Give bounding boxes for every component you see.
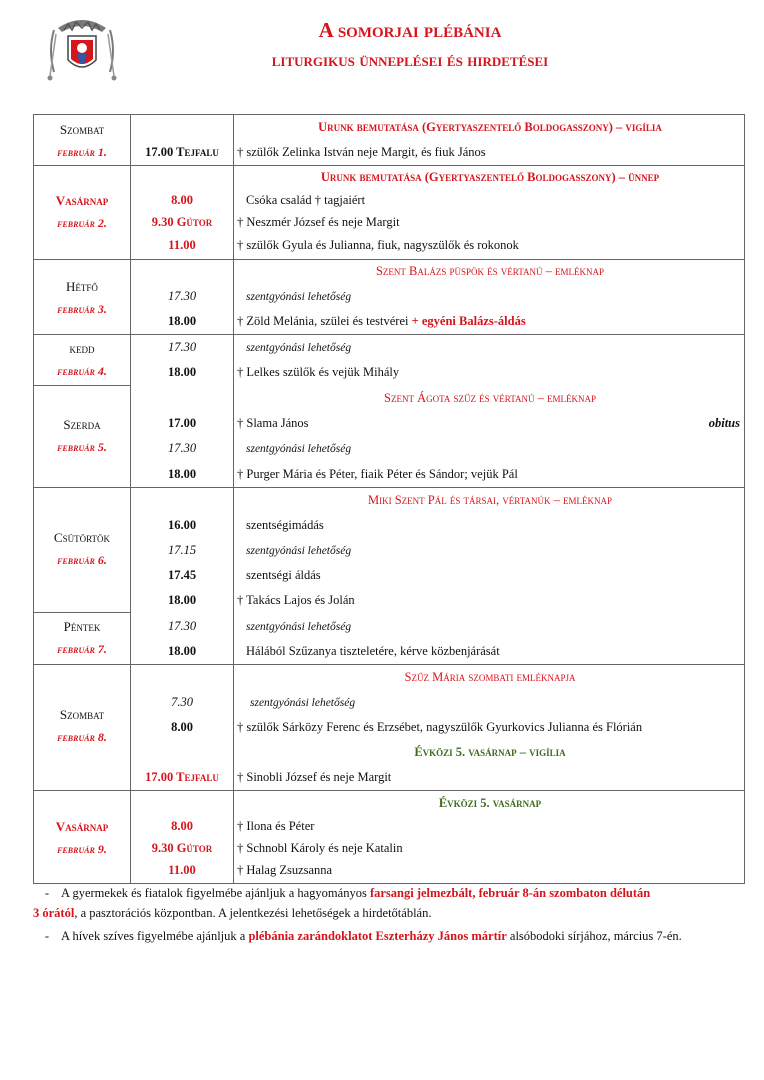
day-cell: Hétfő február 3. [57, 279, 107, 316]
feast-heading: Évközi 5. vasárnap [438, 796, 542, 810]
feast-heading: Urunk bemutatása (Gyertyaszentelő Boldogasszony) – vigília [318, 120, 662, 134]
mass-time: 16.00 [167, 518, 197, 532]
feast-heading: Urunk bemutatása (Gyertyaszentelő Boldogasszony) – ünnep [320, 170, 660, 184]
feast-heading: Szent Balázs püspök és vértanú – emléknap [375, 264, 605, 278]
confession-note: szentgyónási lehetőség [246, 291, 352, 303]
mass-time: 17.30 [167, 340, 197, 354]
row-divider [33, 385, 131, 386]
confession-note: szentgyónási lehetőség [246, 342, 352, 354]
mass-intention: † Sinobli József és neje Margit [237, 770, 392, 784]
mass-time: 8.00 [171, 720, 193, 734]
mass-time: 11.00 [168, 238, 196, 252]
mass-intention: † szülők Zelinka István neje Margit, és fiuk János [237, 145, 486, 159]
blessing-note: + egyéni Balázs-áldás [411, 314, 526, 328]
mass-time: 8.00 [171, 193, 193, 207]
mass-time: 17.30 [167, 441, 197, 455]
mass-time: 17.00 Tejfalu [145, 145, 219, 159]
mass-time: 18.00 [167, 314, 197, 328]
mass-time: 8.00 [171, 819, 193, 833]
column-divider [233, 114, 234, 884]
row-divider [33, 165, 745, 166]
mass-intention: † Ilona és Péter [237, 819, 315, 833]
day-cell: kedd február 4. [57, 341, 107, 378]
mass-intention: † Zöld Melánia, szülei és testvérei + egyéni Balázs-áldás [237, 314, 526, 328]
mass-time: 17.00 Tejfalu [145, 770, 219, 784]
feast-heading: Szűz Mária szombati emléknapja [404, 670, 576, 684]
mass-intention: † szülők Gyula és Julianna, fiuk, nagyszülők és rokonok [237, 238, 519, 252]
row-divider [33, 259, 745, 260]
confession-note: szentgyónási lehetőség [246, 621, 352, 633]
announcement-2: - A hívek szíves figyelmébe ajánljuk a plébánia zarándoklatot Eszterházy János mártír alsóbodoki sírjához, március 7-én. [44, 929, 682, 943]
page-title-line1: A somorjai plébánia [318, 18, 502, 42]
mass-intention: † szülők Sárközy Ferenc és Erzsébet, nagyszülők Gyurkovics Julianna és Flórián [237, 720, 643, 734]
row-divider [33, 612, 131, 613]
mass-time: 11.00 [168, 863, 196, 877]
mass-time: 9.30 Gútor [151, 215, 213, 229]
mass-time: 17.45 [167, 568, 197, 582]
day-cell: Vasárnap február 2. [55, 193, 109, 230]
mass-time: 17.30 [167, 619, 197, 633]
row-divider [33, 487, 745, 488]
mass-intention: Csóka család † tagjaiért [246, 193, 366, 207]
mass-time: 7.30 [171, 695, 193, 709]
feast-heading: Évközi 5. vasárnap – vigília [414, 745, 566, 759]
confession-note: szentgyónási lehetőség [250, 697, 356, 709]
mass-intention: † Purger Mária és Péter, fiaik Péter és Sándor; vejük Pál [237, 467, 518, 481]
mass-intention: † Takács Lajos és Jolán [237, 593, 355, 607]
day-cell: Péntek február 7. [57, 619, 107, 656]
feast-heading: Miki Szent Pál és társai, vértanúk – emléknap [368, 493, 612, 507]
row-divider [33, 664, 745, 665]
mass-time: 18.00 [167, 467, 197, 481]
page-title-line2: liturgikus ünneplései és hirdetései [271, 50, 549, 70]
day-cell: Vasárnap február 9. [55, 819, 109, 856]
day-cell: Szombat február 8. [57, 707, 107, 744]
mass-intention: szentségimádás [246, 518, 324, 532]
mass-intention: † Neszmér József és neje Margit [237, 215, 400, 229]
confession-note: szentgyónási lehetőség [246, 545, 352, 557]
row-divider [33, 790, 745, 791]
mass-time: 17.15 [167, 543, 197, 557]
mass-time: 9.30 Gútor [151, 841, 213, 855]
mass-time: 17.00 [167, 416, 197, 430]
mass-intention: † Slama János [237, 416, 309, 430]
mass-intention: † Lelkes szülők és vejük Mihály [237, 365, 400, 379]
feast-heading: Szent Ágota szűz és vértanú – emléknap [384, 391, 596, 405]
parish-crest-logo [44, 10, 120, 84]
mass-intention: † Halag Zsuzsanna [237, 863, 333, 877]
row-divider [33, 334, 745, 335]
mass-intention: Hálából Szűzanya tiszteletére, kérve közbenjárását [246, 644, 500, 658]
confession-note: szentgyónási lehetőség [246, 443, 352, 455]
mass-intention: † Schnobl Károly és neje Katalin [237, 841, 403, 855]
mass-intention: szentségi áldás [246, 568, 321, 582]
mass-time: 18.00 [167, 593, 197, 607]
day-cell: Szombat február 1. [57, 122, 107, 159]
obitus-label: obitus [708, 416, 740, 430]
mass-time: 18.00 [167, 365, 197, 379]
announcement-1: - A gyermekek és fiatalok figyelmébe ajánljuk a hagyományos farsangi jelmezbált, február 8-án szombaton délután 3 órától, a pasztorációs központban. A jelentkezési lehetőségek a hirdetőtáblán. [33, 886, 651, 920]
day-cell: Csütörtök február 6. [53, 530, 111, 567]
mass-time: 18.00 [167, 644, 197, 658]
mass-time: 17.30 [167, 289, 197, 303]
day-cell: Szerda február 5. [57, 417, 107, 454]
